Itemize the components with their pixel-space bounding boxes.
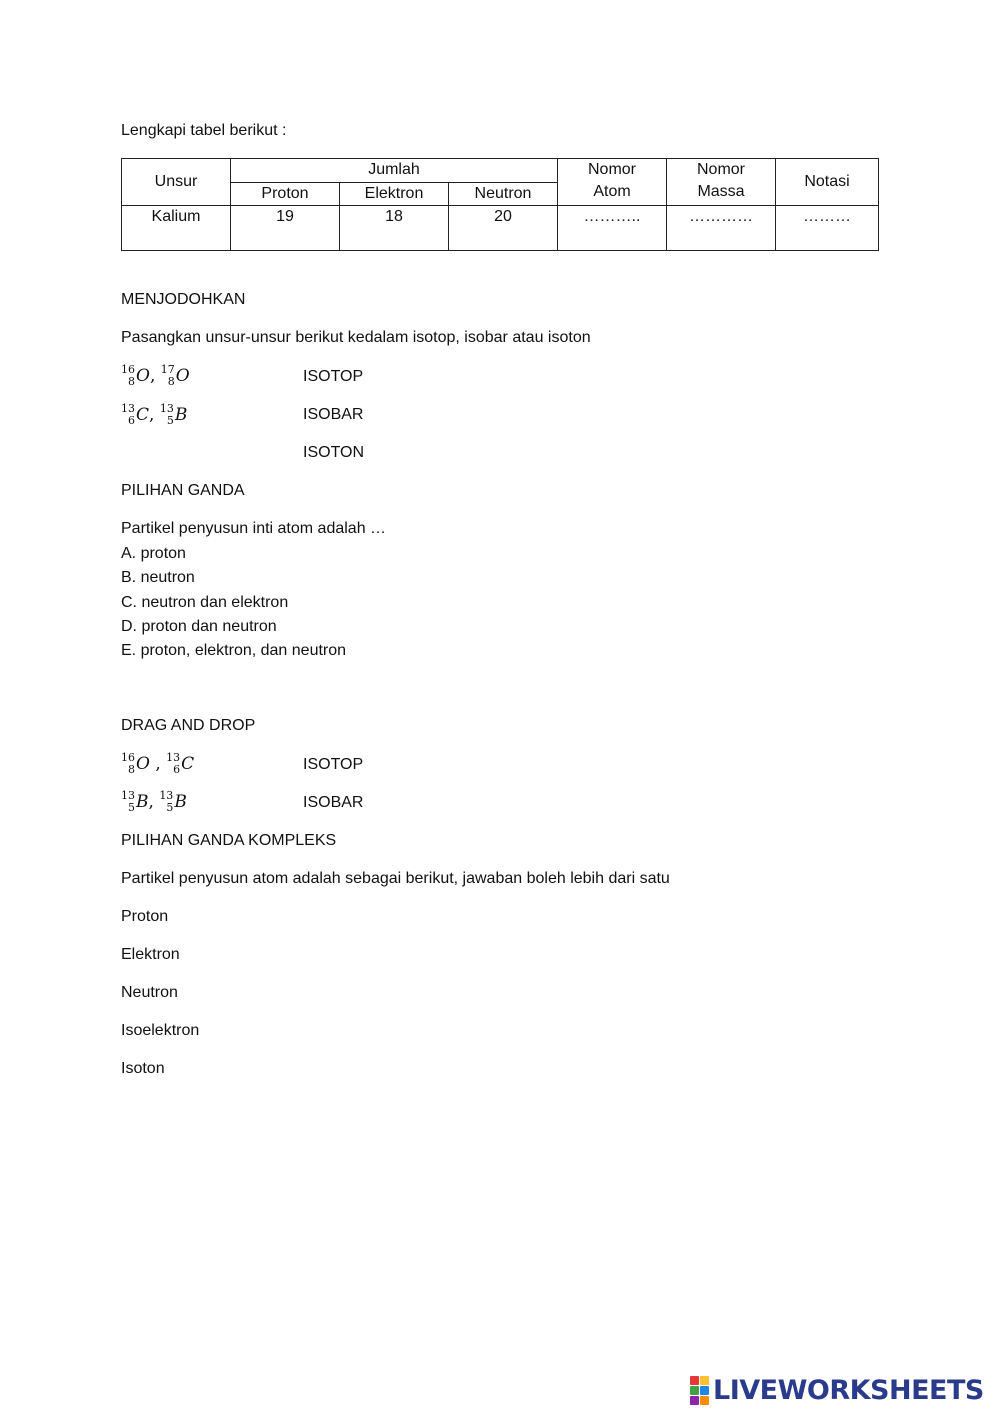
col-nomor-atom-header: Nomor Atom bbox=[558, 159, 667, 206]
table-row bbox=[122, 206, 879, 251]
nuclide-c13: 13 6 C bbox=[166, 751, 195, 776]
pgk-option-isoton[interactable]: Isoton bbox=[121, 1060, 165, 1077]
intro-text: Lengkapi tabel berikut : bbox=[121, 122, 287, 139]
liveworksheets-wordmark: LIVEWORKSHEETS bbox=[713, 1374, 984, 1406]
pgk-option-proton[interactable]: Proton bbox=[121, 908, 169, 925]
col-nomor-massa-header: Nomor Massa bbox=[667, 159, 776, 206]
cell-nomor-atom-blank[interactable]: ……….. bbox=[558, 206, 667, 251]
option-b[interactable]: B. neutron bbox=[121, 569, 195, 587]
col-proton-header: Proton bbox=[231, 182, 340, 206]
cell-proton: 19 bbox=[231, 206, 340, 251]
nuclide-b13: 13 5 B bbox=[159, 789, 187, 814]
option-e[interactable]: E. proton, elektron, dan neutron bbox=[121, 642, 347, 660]
drop-target-isobar[interactable]: ISOBAR bbox=[303, 794, 364, 811]
col-notasi-header: Notasi bbox=[776, 159, 879, 206]
cell-nomor-massa-blank[interactable]: ………… bbox=[667, 206, 776, 251]
option-a[interactable]: A. proton bbox=[121, 545, 186, 562]
match-pair-1[interactable]: 16 8 O, 17 8 O bbox=[121, 363, 190, 388]
cell-neutron: 20 bbox=[449, 206, 558, 251]
col-jumlah-header: Jumlah bbox=[231, 159, 558, 183]
cell-notasi-blank[interactable]: ……… bbox=[776, 206, 879, 251]
menjodohkan-instruction: Pasangkan unsur-unsur berikut kedalam isotop, isobar atau isoton bbox=[121, 329, 591, 346]
nuclide-b13: 13 5 B bbox=[159, 402, 188, 427]
nuclide-c13: 13 6 C bbox=[121, 402, 150, 427]
match-choice-isotop[interactable]: ISOTOP bbox=[303, 368, 364, 385]
pgk-option-isoelektron[interactable]: Isoelektron bbox=[121, 1022, 200, 1039]
pilihan-ganda-question: Partikel penyusun inti atom adalah … bbox=[121, 520, 387, 537]
liveworksheets-logo-icon bbox=[690, 1376, 709, 1405]
liveworksheets-logo bbox=[690, 1374, 984, 1406]
option-d[interactable]: D. proton dan neutron bbox=[121, 617, 277, 635]
col-unsur-header: Unsur bbox=[122, 159, 231, 206]
option-list bbox=[121, 542, 346, 663]
section-heading-pilihan-ganda: PILIHAN GANDA bbox=[121, 482, 245, 499]
nuclide-o17: 17 8 O bbox=[160, 363, 190, 388]
section-heading-pgk: PILIHAN GANDA KOMPLEKS bbox=[121, 832, 337, 849]
drag-item-2[interactable]: 13 5 B, 13 5 B bbox=[121, 789, 187, 814]
drop-target-isotop[interactable]: ISOTOP bbox=[303, 756, 364, 773]
match-pair-2[interactable]: 13 6 C, 13 5 B bbox=[121, 402, 188, 427]
nuclide-o16: 16 8 O bbox=[121, 363, 150, 388]
option-c[interactable]: C. neutron dan elektron bbox=[121, 593, 289, 611]
data-table bbox=[121, 158, 879, 251]
pgk-option-neutron[interactable]: Neutron bbox=[121, 984, 178, 1001]
cell-elektron: 18 bbox=[340, 206, 449, 251]
pgk-option-elektron[interactable]: Elektron bbox=[121, 946, 180, 963]
col-elektron-header: Elektron bbox=[340, 182, 449, 206]
cell-unsur: Kalium bbox=[122, 206, 231, 251]
col-neutron-header: Neutron bbox=[449, 182, 558, 206]
nuclide-o16: 16 8 O bbox=[121, 751, 150, 776]
pgk-question: Partikel penyusun atom adalah sebagai berikut, jawaban boleh lebih dari satu bbox=[121, 870, 670, 887]
section-heading-drag-drop: DRAG AND DROP bbox=[121, 717, 256, 734]
drag-item-1[interactable]: 16 8 O , 13 6 C bbox=[121, 751, 195, 776]
nuclide-b13: 13 5 B bbox=[121, 789, 149, 814]
section-heading-menjodohkan: MENJODOHKAN bbox=[121, 291, 246, 308]
match-choice-isobar[interactable]: ISOBAR bbox=[303, 406, 364, 423]
match-choice-isoton[interactable]: ISOTON bbox=[303, 444, 365, 461]
